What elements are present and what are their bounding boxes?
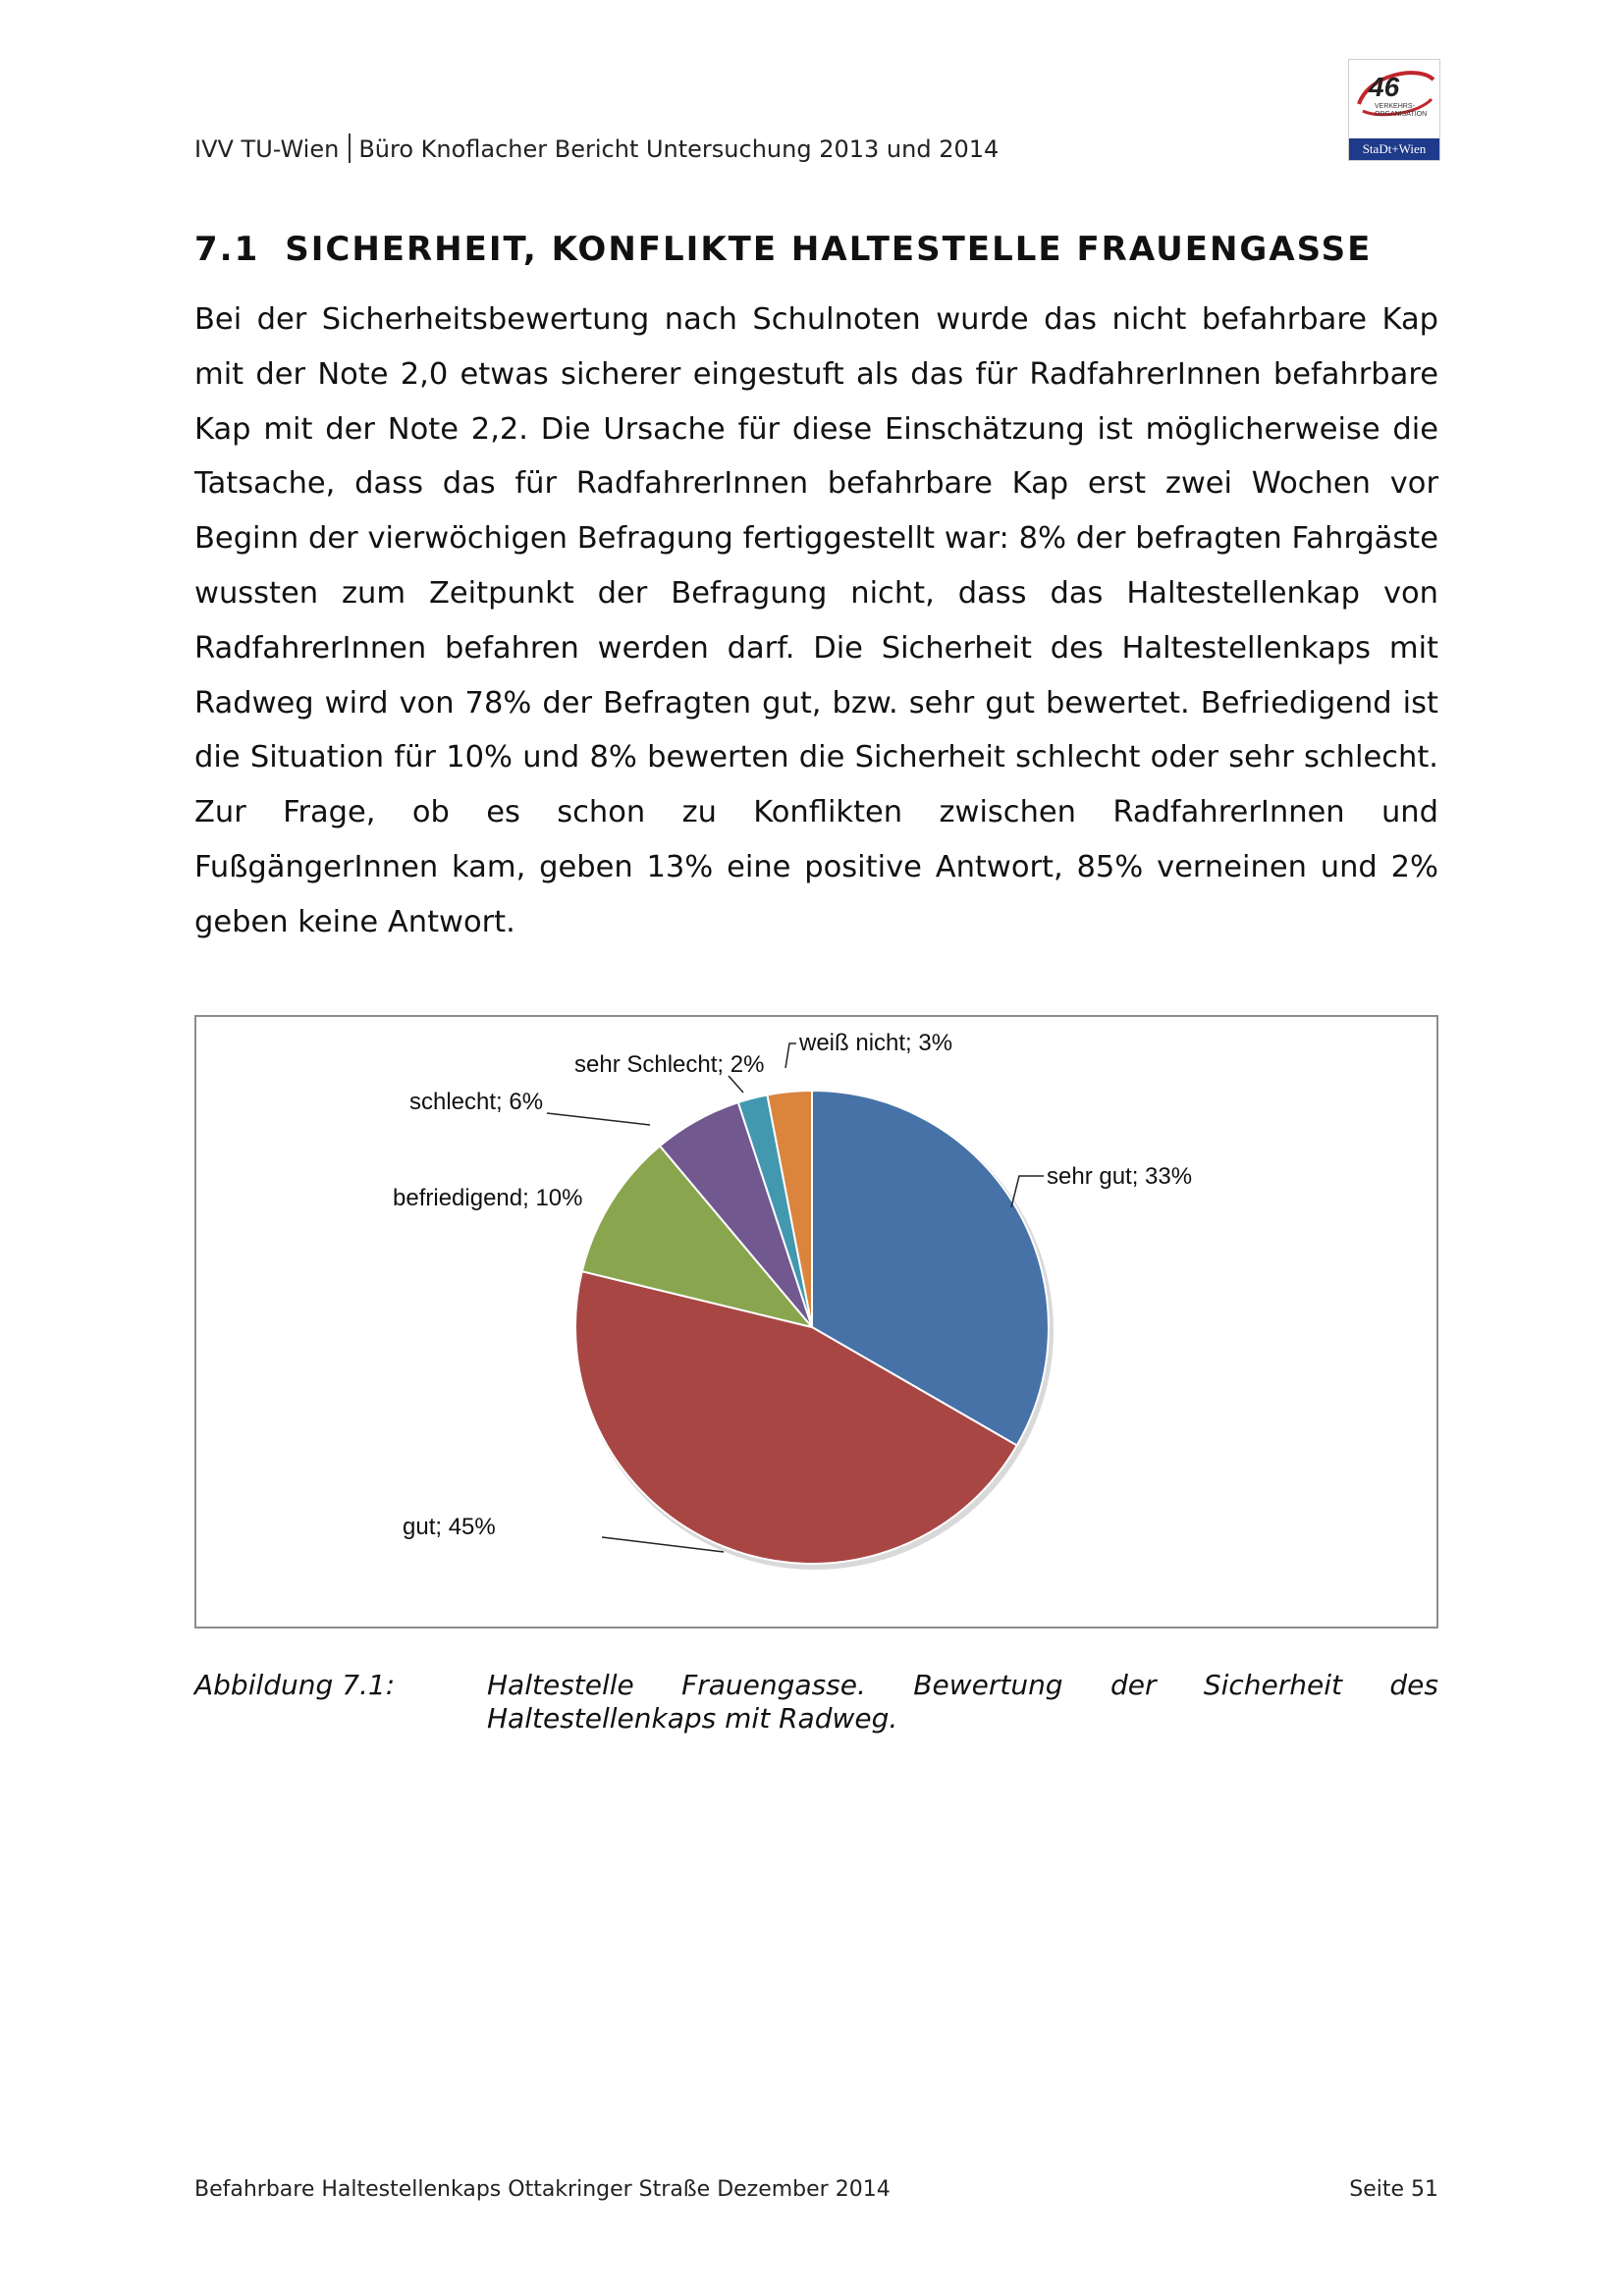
header-right: Büro Knoflacher Bericht Untersuchung 2013 und 2014 xyxy=(358,135,1000,163)
leader-line xyxy=(1011,1176,1044,1207)
footer-title: Befahrbare Haltestellenkaps Ottakringer Straße Dezember 2014 xyxy=(194,2177,891,2202)
data-label: weiß nicht; 3% xyxy=(799,1030,953,1056)
pie-chart-svg xyxy=(196,1017,1436,1627)
leader-line xyxy=(547,1113,650,1125)
page-number: Seite 51 xyxy=(1349,2177,1438,2202)
running-header xyxy=(194,133,999,163)
leader-line xyxy=(729,1076,743,1093)
section-heading xyxy=(194,230,1372,269)
logo-org: VERKEHRS-ORGANISATION xyxy=(1375,103,1428,118)
data-label: schlecht; 6% xyxy=(409,1089,544,1115)
data-label: gut; 45% xyxy=(403,1514,496,1540)
logo xyxy=(1348,59,1440,161)
logo-number: 46 xyxy=(1369,72,1400,102)
header-separator xyxy=(349,133,351,163)
header-left: IVV TU-Wien xyxy=(194,135,340,163)
data-label: befriedigend; 10% xyxy=(393,1185,583,1211)
data-label: sehr gut; 33% xyxy=(1047,1163,1193,1190)
body-paragraph: Bei der Sicherheitsbewertung nach Schulnoten wurde das nicht befahrbare Kap mit der Note 2,0 etwas sicherer eingestuft als das für RadfahrerInnen befahrbare Kap mit der Note 2,2. Die Ursache für diese Einschätzung ist möglicherweise die Tatsache, dass das für RadfahrerInnen befahrbare Kap erst zwei Wochen vor Beginn der vierwöchigen Befragung fertiggestellt war: 8% der befragten Fahrgäste wussten zum Zeitpunkt der Befragung nicht, dass das Haltestellenkap von RadfahrerInnen befahren werden darf. Die Sicherheit des Haltestellenkaps mit Radweg wird von 78% der Befragten gut, bzw. sehr gut bewertet. Befriedigend ist die Situation für 10% und 8% bewerten die Sicherheit schlecht oder sehr schlecht. Zur Frage, ob es schon zu Konflikten zwischen RadfahrerInnen und FußgängerInnen kam, geben 13% eine positive Antwort, 85% verneinen und 2% geben keine Antwort. xyxy=(194,302,1438,939)
caption-label: Abbildung 7.1: xyxy=(194,1669,396,1701)
section-number: 7.1 xyxy=(194,230,260,269)
logo-city: StaDt+Wien xyxy=(1349,138,1439,160)
pie-chart xyxy=(194,1015,1438,1629)
section-title: SICHERHEIT, KONFLIKTE HALTESTELLE FRAUENGASSE xyxy=(285,230,1373,269)
caption-text: Haltestelle Frauengasse. Bewertung der Sicherheit des Haltestellenkaps mit Radweg. xyxy=(487,1669,1438,1735)
leader-line xyxy=(785,1043,796,1068)
data-label: sehr Schlecht; 2% xyxy=(574,1051,765,1078)
